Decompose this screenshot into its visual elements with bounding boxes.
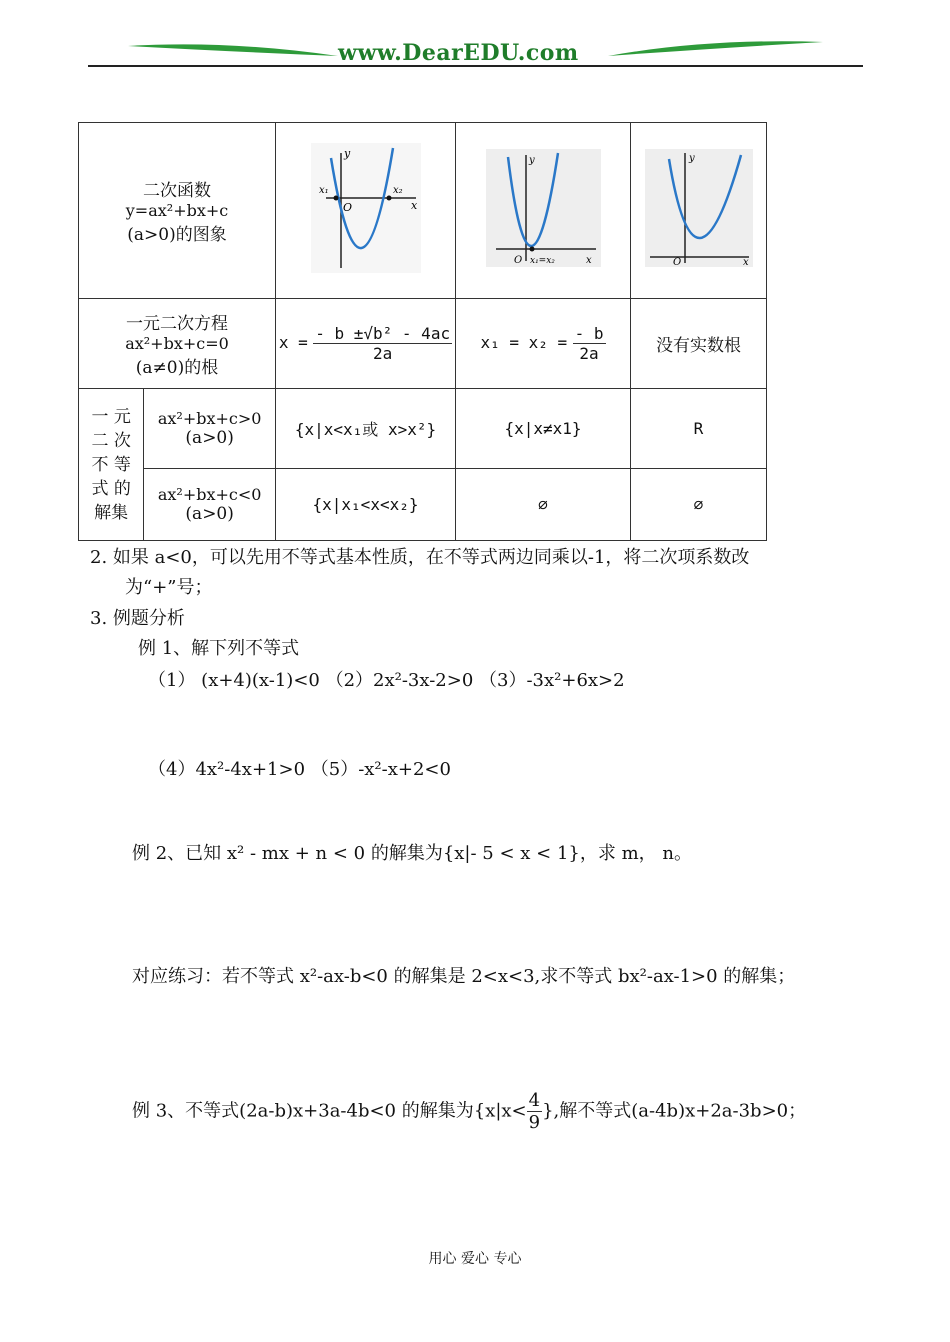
example-1-line-2: （4）4x²-4x+1>0 （5）-x²-x+2<0: [148, 759, 451, 780]
graph3-label-o: O: [672, 257, 681, 267]
ineq-lt-no-root: ∅: [631, 469, 767, 541]
example-1-title: 例 1、解下列不等式: [138, 638, 300, 659]
graph2-label-o: O: [513, 255, 522, 266]
inequality-group-label: 一 元 二 次 不 等 式 的 解集: [79, 389, 144, 541]
graph-cell-no-root: [631, 123, 767, 299]
parabola-two-roots-graph: [311, 143, 421, 273]
example-1-line-1: （1） (x+4)(x-1)<0 （2）2x²-3x-2>0 （3）-3x²+6x>2: [148, 670, 625, 691]
practice-exercise: 对应练习：若不等式 x²-ax-b<0 的解集是 2<x<3,求不等式 bx²-ax-1>0 的解集；: [132, 966, 796, 987]
ineq-gt-no-root: R: [631, 389, 767, 469]
graph1-label-x: x: [410, 199, 417, 212]
graph3-label-x: x: [742, 257, 749, 267]
row1-label-3: (a>0)的图象: [127, 225, 227, 245]
double-root-cell: x₁ = x₂ = $\frac{- b}{2a}$: [456, 299, 631, 389]
ineq-gt-label: ax²+bx+c>0 (a>0): [144, 389, 276, 469]
graph-cell-two-roots: [276, 123, 456, 299]
roots-formula-cell: x = $\frac{\text{- b ±√b² - 4ac}}{2a}$: [276, 299, 456, 389]
graph1-label-o: O: [342, 201, 352, 214]
parabola-no-root-graph: [645, 149, 753, 267]
example-3-fraction: $\frac{4}{9}$: [528, 1090, 541, 1133]
ineq-gt-two-roots: {x|x<x₁或 x>x²}: [276, 389, 456, 469]
quadratic-formula: $\frac{\text{- b ±√b² - 4ac}}{2a}$: [315, 324, 451, 363]
graph1-label-x1: x₁: [318, 185, 329, 196]
example-3: 例 3、不等式(2a-b)x+3a-4b<0 的解集为{x|x< $\frac{4}{9}$ },解不等式(a-4b)x+2a-3b>0；: [132, 1090, 807, 1133]
graph2-label-x: x: [585, 255, 592, 266]
graph2-label-y: y: [528, 155, 535, 166]
no-real-root-cell: 没有实数根: [631, 299, 767, 389]
row2-label-3: (a≠0)的根: [135, 358, 219, 378]
row-equation-label: [79, 299, 276, 389]
header-rule: [88, 65, 863, 67]
ineq-gt-double-root: {x|x≠x1}: [456, 389, 631, 469]
double-root-formula: $\frac{- b}{2a}$: [574, 324, 604, 363]
graph-cell-double-root: [456, 123, 631, 299]
site-logo: www.DearEDU.com: [338, 40, 579, 66]
ineq-lt-double-root: ∅: [456, 469, 631, 541]
page-footer: 用心 爱心 专心: [428, 1251, 522, 1267]
graph1-label-y: y: [343, 147, 350, 160]
row1-label-1: 二次函数: [143, 181, 211, 201]
graph3-label-y: y: [688, 153, 695, 164]
graph2-label-x1x2: x₁=x₂: [529, 256, 555, 266]
example-2: 例 2、已知 x² - mx + n < 0 的解集为{x|- 5 < x < 1}，求 m， n。: [132, 843, 692, 864]
ineq-lt-label: ax²+bx+c<0 (a>0): [144, 469, 276, 541]
point-2-line1: 2. 如果 a<0，可以先用不等式基本性质，在不等式两边同乘以-1，将二次项系数改: [90, 547, 750, 568]
graph1-label-x2: x₂: [392, 185, 403, 196]
row-graph-label: [79, 123, 276, 299]
row1-label-2: y=ax²+bx+c: [125, 201, 229, 220]
parabola-double-root-graph: [486, 149, 601, 267]
row2-label-2: ax²+bx+c=0: [125, 334, 229, 353]
row2-label-1: 一元二次方程: [126, 314, 228, 334]
quadratic-summary-table: [78, 122, 767, 541]
point-2-line2: 为“+”号；: [125, 577, 213, 598]
ineq-lt-two-roots: {x|x₁<x<x₂}: [276, 469, 456, 541]
point-3-heading: 3. 例题分析: [90, 608, 185, 629]
